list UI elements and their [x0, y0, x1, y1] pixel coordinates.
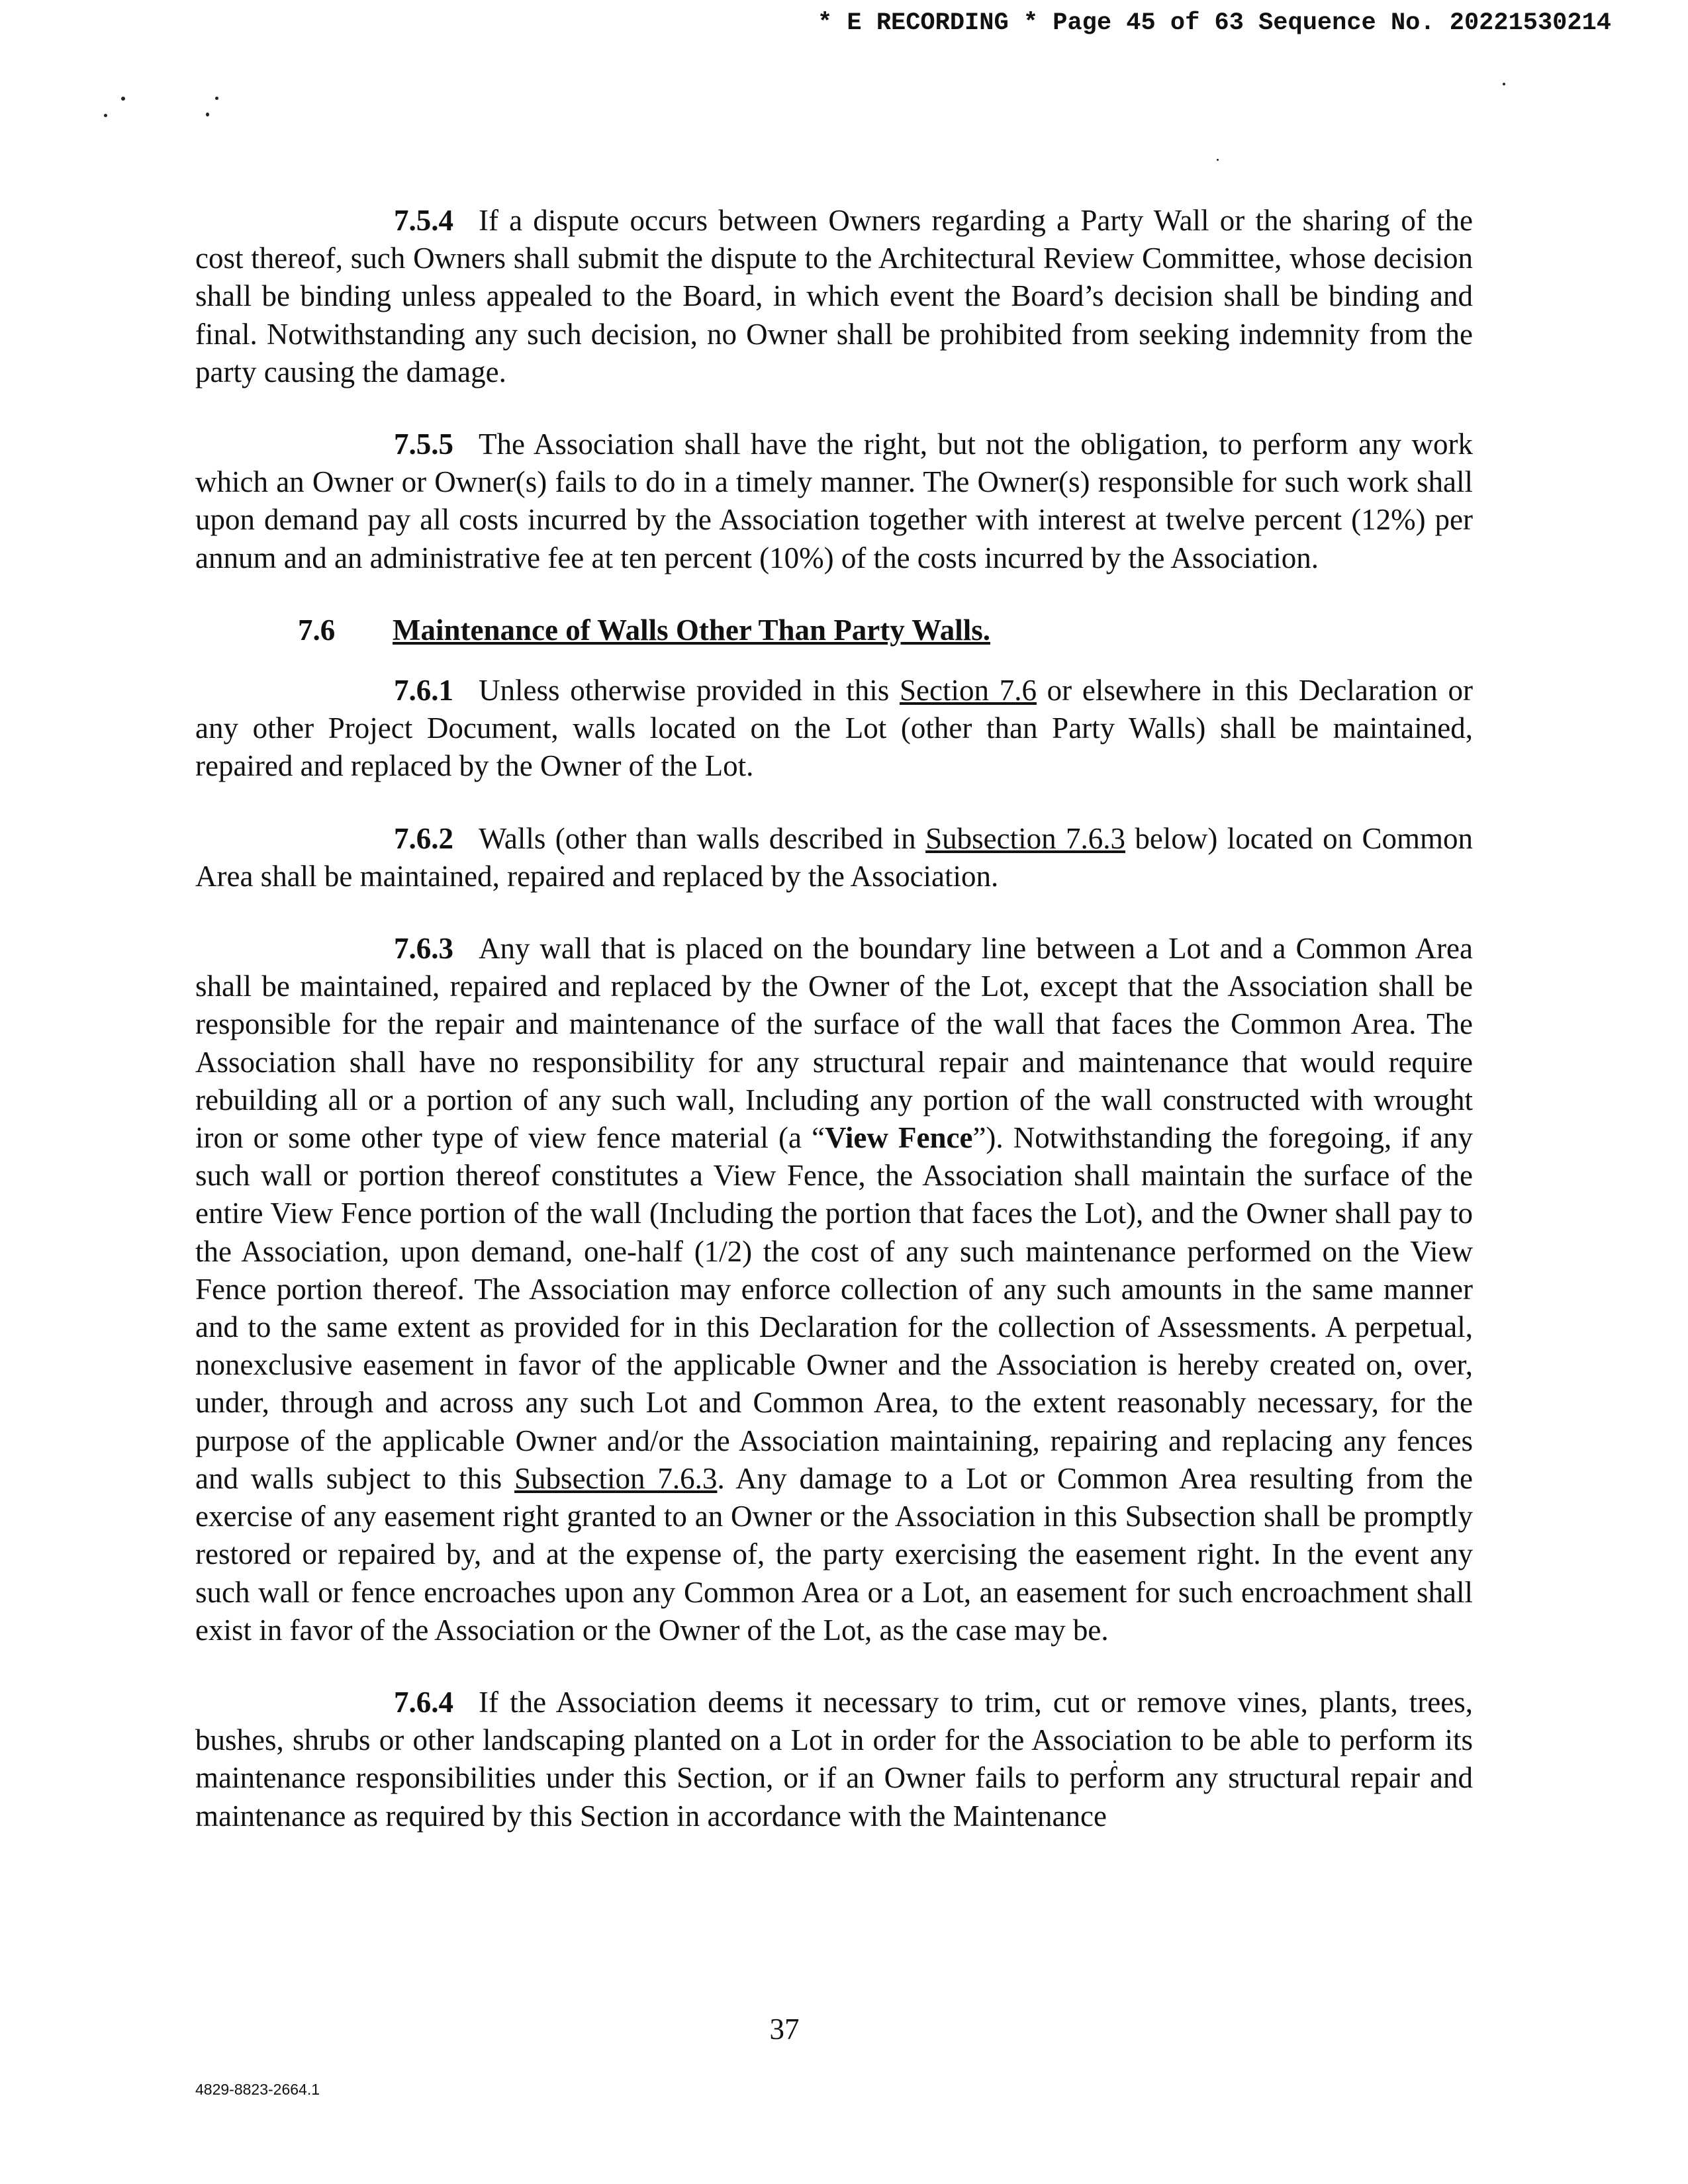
section-reference: Section 7.6	[900, 674, 1037, 707]
defined-term: View Fence	[825, 1121, 973, 1155]
paragraph-text: . Any damage to a Lot or Common Area resulting from the exercise of any easement right granted to an Owner or the Association in this Subsection shall be promptly restored or repaired by, and at the expense of, the party exercising the easement right. In the event any such wall or fence encroaches upon any Common Area or a Lot, an easement for such encroachment shall exist in favor of the Association or the Owner of the Lot, as the case may be.	[195, 1461, 1474, 1647]
paragraph-text: Walls (other than walls described in	[479, 821, 916, 855]
paragraph-7-6-1	[195, 672, 1473, 786]
paragraph-number: 7.6.2	[394, 821, 453, 855]
scan-speck	[1217, 159, 1219, 161]
paragraph-number: 7.6.4	[394, 1685, 453, 1719]
section-reference: Subsection 7.6.3	[514, 1461, 718, 1495]
paragraph-text: If the Association deems it necessary to trim, cut or remove vines, plants, trees, bushes, shrubs or other landscaping planted on a Lot in order for the Association to be able to perform its maintenance responsibilities under this Section, or if an Owner fails to perform any structural repair and maintenance as required by this Section in accordance with the Maintenance	[195, 1685, 1473, 1833]
paragraph-text: ”). Notwithstanding the foregoing, if any such wall or portion thereof constitutes a View Fence, the Association shall maintain the surface of the entire View Fence portion of the wall (Including the portion that faces the Lot), and the Owner shall pay to the Association, upon demand, one-half (1/2) the cost of any such maintenance performed on the View Fence portion thereof. The Association may enforce collection of any such amounts in the same manner and to the same extent as provided for in this Declaration for the collection of Assessments. A perpetual, nonexclusive easement in favor of the applicable Owner and the Association is hereby created on, over, under, through and across any such Lot and Common Area, to the extent reasonably necessary, for the purpose of the applicable Owner and/or the Association maintaining, repairing and replacing any fences and walls subject to this	[195, 1121, 1473, 1495]
section-title: Maintenance of Walls Other Than Party Walls.	[393, 613, 990, 647]
paragraph-7-6-4	[195, 1684, 1473, 1835]
paragraph-7-6-2	[195, 820, 1473, 895]
section-reference: Subsection 7.6.3	[925, 821, 1125, 855]
document-body	[195, 202, 1473, 1870]
paragraph-number: 7.6.3	[394, 932, 453, 966]
paragraph-7-6-3	[195, 930, 1473, 1649]
scan-speck	[104, 114, 107, 117]
paragraph-text: If a dispute occurs between Owners regarding a Party Wall or the sharing of the cost thereof, such Owners shall submit the dispute to the Architectural Review Committee, whose decision shall be binding unless appealed to the Board, in which event the Board’s decision shall be binding and final. Notwithstanding any such decision, no Owner shall be prohibited from seeking indemnity from the party causing the damage.	[195, 204, 1473, 388]
paragraph-text: below) located on Common Area shall be maintained, repaired and replaced by the Association.	[195, 821, 1473, 893]
paragraph-number: 7.5.4	[394, 204, 453, 237]
paragraph-text: or elsewhere in this Declaration or any other Project Document, walls located on the Lot (other than Party Walls) shall be maintained, repaired and replaced by the Owner of the Lot.	[195, 674, 1474, 783]
paragraph-number: 7.5.5	[394, 428, 453, 461]
section-heading-7-6	[195, 612, 1473, 649]
paragraph-text: Unless otherwise provided in this	[479, 674, 890, 707]
paragraph-text: Any wall that is placed on the boundary line between a Lot and a Common Area shall be maintained, repaired and replaced by the Owner of the Lot, except that the Association shall be responsible for the repair and maintenance of the surface of the wall that faces the Common Area. The Association shall have no responsibility for any structural repair and maintenance that would require rebuilding all or a portion of any such wall, Including any portion of the wall constructed with wrought iron or some other type of view fence material (a “	[195, 932, 1473, 1155]
scan-speck	[121, 97, 125, 101]
document-id: 4829-8823-2664.1	[195, 2081, 320, 2098]
section-number: 7.6	[298, 613, 336, 647]
paragraph-7-5-4	[195, 202, 1473, 391]
paragraph-number: 7.6.1	[394, 674, 453, 707]
paragraph-7-5-5	[195, 426, 1473, 577]
recording-stamp: * E RECORDING * Page 45 of 63 Sequence No. 20221530214	[818, 9, 1611, 37]
page-number: 37	[769, 2013, 800, 2046]
scan-speck	[1503, 83, 1505, 85]
scan-speck	[215, 97, 218, 100]
scan-speck	[206, 113, 209, 116]
paragraph-text: The Association shall have the right, but not the obligation, to perform any work which an Owner or Owner(s) fails to do in a timely manner. The Owner(s) responsible for such work shall upon demand pay all costs incurred by the Association together with interest at twelve percent (12%) per annum and an administrative fee at ten percent (10%) of the costs incurred by the Association.	[195, 428, 1473, 574]
